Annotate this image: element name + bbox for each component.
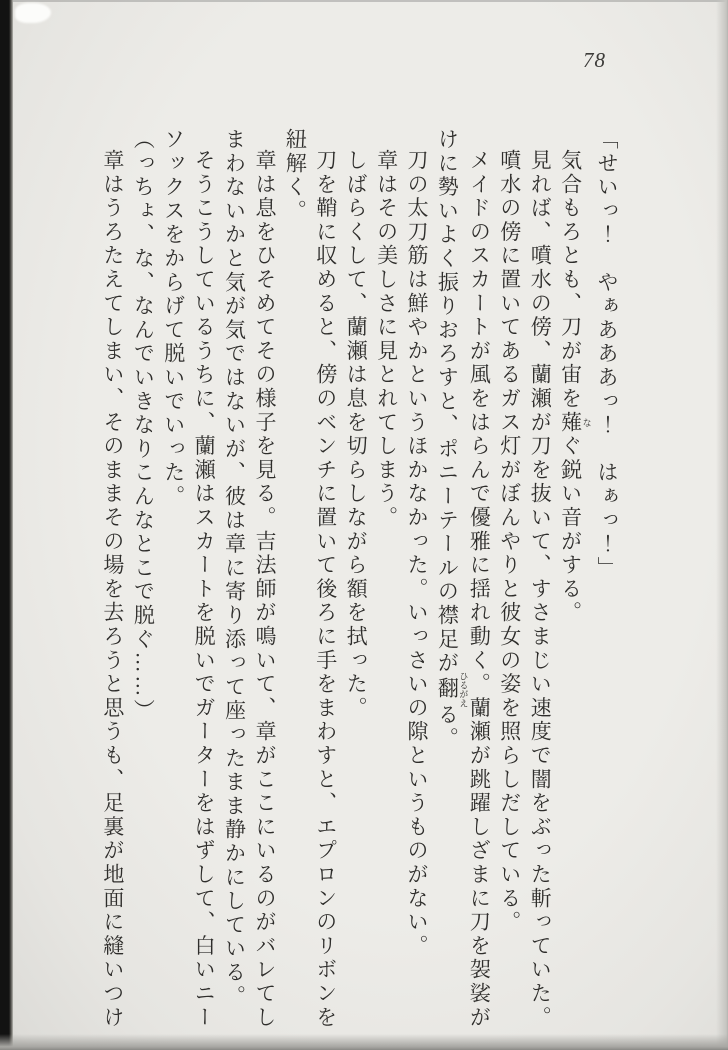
paragraph: そうこうしているうちに、蘭瀬はスカートを脱いでガーターをはずして、白いニーソックスをからげて脱いでいった。 [161,128,217,1030]
paragraph: 見れば、噴水の傍、蘭瀬が刀を抜いて、すさまじい速度で闇をぶった斬っていた。 [528,149,553,1030]
paragraph: 「せいっ！ やぁあああっ！ はぁっ！」 [595,128,619,581]
paragraph: 噴水の傍に置いてあるガス灯がぼんやりと彼女の姿を照らしだしている。 [497,149,522,935]
page-number: 78 [583,48,606,72]
scan-edge-right [716,0,728,1050]
paragraph: 章はその美しさに見とれてしまう。 [374,149,399,530]
paragraph: （っちょ、な、なんでいきなりこんなとこで脱ぐ……） [131,128,156,723]
paragraph: しばらくして、蘭瀬は息を切らしながら額を拭った。 [344,149,369,721]
paragraph: 章はうろたえてしまい、そのままその場を去ろうと思うも、足裏が地面に縫いつけ [100,149,125,1030]
paragraph: 気合もろとも、刀が宙を薙 なぐ鋭い音がする。 [558,149,592,626]
paragraph: 刀の太刀筋は鮮やかというほかなかった。いっさいの隙というものがない。 [404,149,429,959]
scan-edge-bottom [0,1034,728,1050]
scan-edge-left [0,0,13,1050]
paragraph: メイドのスカートが風をはらんで優雅に揺れ動く。蘭瀬が跳躍しざまに刀を袈裟がけに勢いよく振りおろすと、ポニーテールの襟足が翻 ひるがえる。 [435,128,492,1030]
paragraph: 章は息をひそめてその様子を見る。吉法師が鳴いて、章がここにいるのがバレてしまわないかと気が気ではないが、彼は章に寄り添って座ったまま静かにしている。 [222,128,277,1030]
scan-edge-top [0,0,728,2]
ruby-annotated-word: 薙 な [558,410,592,435]
ruby-annotated-word: 翻 ひるがえ [435,671,469,708]
scan-artifact-spot [15,3,51,23]
paragraph: 刀を鞘に収めると、傍のベンチに置いて後ろに手をまわすと、エプロンのリボンを紐解く。 [283,128,338,1030]
body-text [100,128,622,1034]
